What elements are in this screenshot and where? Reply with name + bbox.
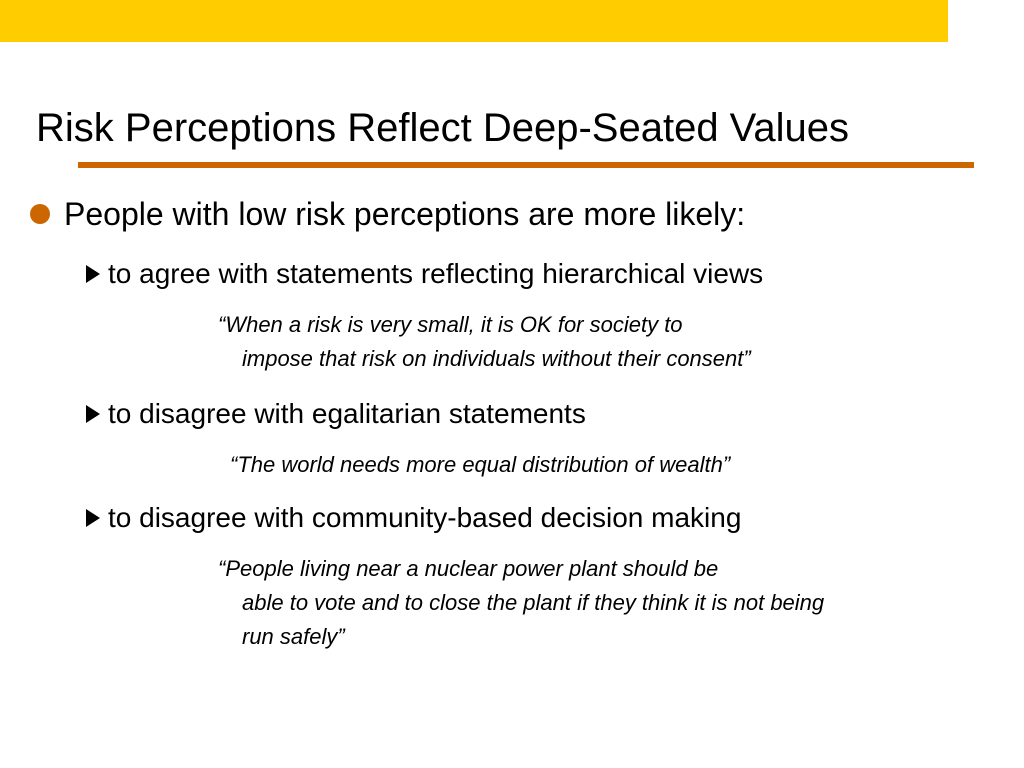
triangle-bullet-icon [86,509,100,527]
quote-line: able to vote and to close the plant if they think it is not being [242,590,825,615]
sub-bullet-community [86,500,741,536]
sub-bullet-text: to disagree with community-based decision making [108,502,742,533]
sub-bullet-hierarchical [86,256,763,292]
main-bullet-text: People with low risk perceptions are more likely: [64,196,746,232]
quote-line: run safely” [242,624,345,649]
main-bullet [30,192,745,236]
quote-line: “When a risk is very small, it is OK for society to [218,312,683,337]
quote-line: “The world needs more equal distribution of wealth” [230,452,731,477]
quote-hierarchical [218,308,751,376]
quote-line: impose that risk on individuals without their consent” [242,346,751,371]
sub-bullet-text: to disagree with egalitarian statements [108,398,586,429]
sub-bullet-text: to agree with statements reflecting hierarchical views [108,258,764,289]
quote-community [218,552,824,654]
bullet-dot-icon [30,204,50,224]
quote-egalitarian [230,448,730,482]
top-accent-bar [0,0,948,42]
slide-title: Risk Perceptions Reflect Deep-Seated Values [36,106,850,150]
quote-line: “People living near a nuclear power plant should be [218,556,719,581]
triangle-bullet-icon [86,265,100,283]
sub-bullet-egalitarian [86,396,586,432]
triangle-bullet-icon [86,405,100,423]
title-underline [78,162,974,168]
